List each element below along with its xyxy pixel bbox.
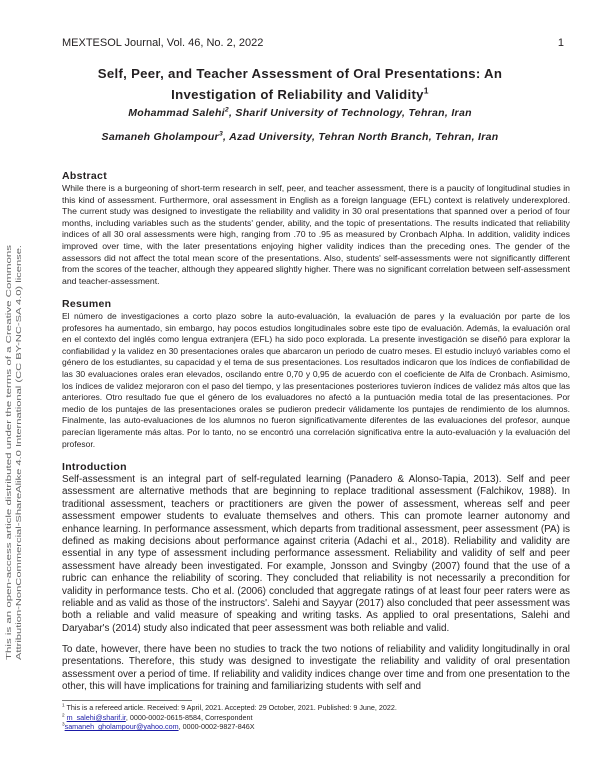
title-line-1: Self, Peer, and Teacher Assessment of Oral Presentations: An <box>97 66 503 81</box>
resumen-text: El número de investigaciones a corto plazo sobre la auto-evaluación, la evaluación de pares y la evaluación por parte de los profesores ha aumentado, sin embargo, hay pocos estudios longitudinales sobre este tipo de evaluación. Además, la evaluación oral en el contexto del inglés como lengua extranjera (EFL) ha sido poco explorada. La presente investigación se diseñó para explorar la confiabilidad y la validez en 30 presentaciones orales que abarcaron un periodo de cuatro meses. El estudio incluyó variables como el género de los estudiantes, su capacidad y el tema de sus presentaciones. Los resultados indicaron que los índices de confiabilidad de las 30 evaluaciones orales eran elevados, oscilando entre 0,70 y 0,95 de acuerdo con el coeficiente de Alfa de Cronbach. Asimismo, los índices de validez mejoraron con el paso del tiempo, y las presentaciones posteriores tuvieron índices de validez más altos que las anteriores. Otro resultado fue que el género de los evaluadores no afectó a la puntuación media total de las presentaciones. Por medio de los puntajes de las presentaciones orales se pudieron predecir válidamente los puntajes de rendimiento de los alumnos. Finalmente, las auto-evaluaciones de los alumnos no fueron significativamente diferentes de las evaluaciones del profesor, aunque parecían ligeramente más altas. Por lo tanto, no se encontró una correlación significativa entre la auto-evaluación y la evaluación del profesor. <box>62 311 570 449</box>
footnote-2-text: , 0000-0002-0615-8584, Correspondent <box>125 712 253 722</box>
page-number: 1 <box>557 37 564 49</box>
journal-header: MEXTESOL Journal, Vol. 46, No. 2, 2022 <box>62 37 264 49</box>
footnote-1-text: This is a refereed article. Received: 9 April, 2021. Accepted: 29 October, 2021. Published: 9 June, 2022. <box>64 703 397 712</box>
author-1-name: Mohammad Salehi <box>128 107 225 119</box>
author-2-footnote-mark: 3 <box>218 130 224 138</box>
title-footnote-mark: 1 <box>423 85 429 96</box>
abstract-text: While there is a burgeoning of short-term research in self, peer, and teacher assessment, there is a paucity of longitudinal studies in this kind of assessment. Furthermore, oral assessment in English as a foreign language (EFL) context is relatively underexplored. The current study was designed to investigate the reliability and validity in 30 oral presentations that spanned over a period of four months, including variables such as the students' gender, ability, and the topic of presentations. The results indicated that reliability indices of all 30 oral assessments were high, ranging from .70 to .95 as measured by Cronbach Alpha. In addition, validity indices improved over time, with the later presentations enjoying higher validity indices than the preceding ones. The gender of the assessors did not affect the total mean score of the presentations. Also, students' self-assessments were not significantly different from the scores of the teacher, although they appeared slightly higher. There was no significant correlation between self-assessment and teacher-assessment. <box>62 183 570 286</box>
title-line-2 <box>40 84 560 105</box>
license-line-1: This is an open-access article distributed under the terms of a Creative Commons <box>4 400 13 660</box>
author-2 <box>40 131 560 143</box>
footnote-divider <box>62 700 192 701</box>
title-line-2-text: Investigation of Reliability and Validity <box>171 87 424 102</box>
abstract-heading: Abstract <box>62 170 107 182</box>
license-line-2: Attribution-NonCommercial-ShareAlike 4.0 International (CC BY-NC-SA 4.0) license. <box>14 392 23 660</box>
footnote-1-mark: 1 <box>62 702 65 708</box>
author-2-name: Samaneh Gholampour <box>101 131 219 143</box>
footnote-3 <box>62 722 570 732</box>
footnote-1 <box>62 703 570 713</box>
footnote-3-text: , 0000-0002-9827-846X <box>178 722 255 731</box>
author-2-affiliation: , Azad University, Tehran North Branch, Tehran, Iran <box>223 131 499 143</box>
author-1 <box>40 107 560 119</box>
license-side-note <box>0 240 30 660</box>
article-title <box>40 63 560 105</box>
introduction-heading: Introduction <box>62 461 127 473</box>
footnote-3-mark: 3 <box>62 721 65 727</box>
resumen-heading: Resumen <box>62 298 112 310</box>
footnote-2 <box>62 713 570 723</box>
footnotes <box>62 703 570 732</box>
introduction-paragraph-2: To date, however, there have been no studies to track the two notions of reliability and validity longitudinally in oral presentations. Therefore, this study was designed to investigate the reliability and validity of oral presentation assessment over a period of time. If reliability and validity indices change over time and from one presentation to the other, this will have implications for training and familiarizing students with self and <box>62 644 570 693</box>
footnote-2-mark: 2 <box>62 712 65 718</box>
author-1-footnote-mark: 2 <box>224 106 229 114</box>
footnote-2-email-link[interactable]: m_salehi@sharif.ir <box>66 712 126 722</box>
footnote-3-email-link[interactable]: samaneh_gholampour@yahoo.com <box>64 722 179 731</box>
introduction-paragraph-1: Self-assessment is an integral part of self-regulated learning (Panadero & Alonso-Tapia, 2013). Self and peer assessment are alternative methods that are beginning to replace traditional assessment (Falchikov, 1988). In traditional assessment, teachers or practitioners are given the power of assessment, whereas self and peer assessment empower students to evaluate themselves and others. This can promote learner autonomy and enhance learning. In performance assessment, which departs from traditional assessment, peer assessment (PA) is defined as making decisions about performance against criteria (Adachi et al., 2018). Reliability and validity are essential in any type of assessment including performance assessment. Reliability and validity of self and peer assessment have already been investigated. For example, Jonsson and Svingby (2007) found that the use of a rubric can enhance the reliability of scoring. They concluded that reliability is not necessarily a precondition for validity in performance tests. Cho et al. (2006) concluded that aggregate ratings of at least four peer raters were as reliable and as valid as those of the instructors'. Salehi and Sayyar (2017) also concluded that peer assessment was both a reliable and valid measure of speaking and writing tasks. As applied to oral presentations, Salehi and Daryabar's (2014) study also indicated that peer assessment was both reliable and valid. <box>62 474 570 634</box>
author-1-affiliation: , Sharif University of Technology, Tehran, Iran <box>228 107 472 119</box>
